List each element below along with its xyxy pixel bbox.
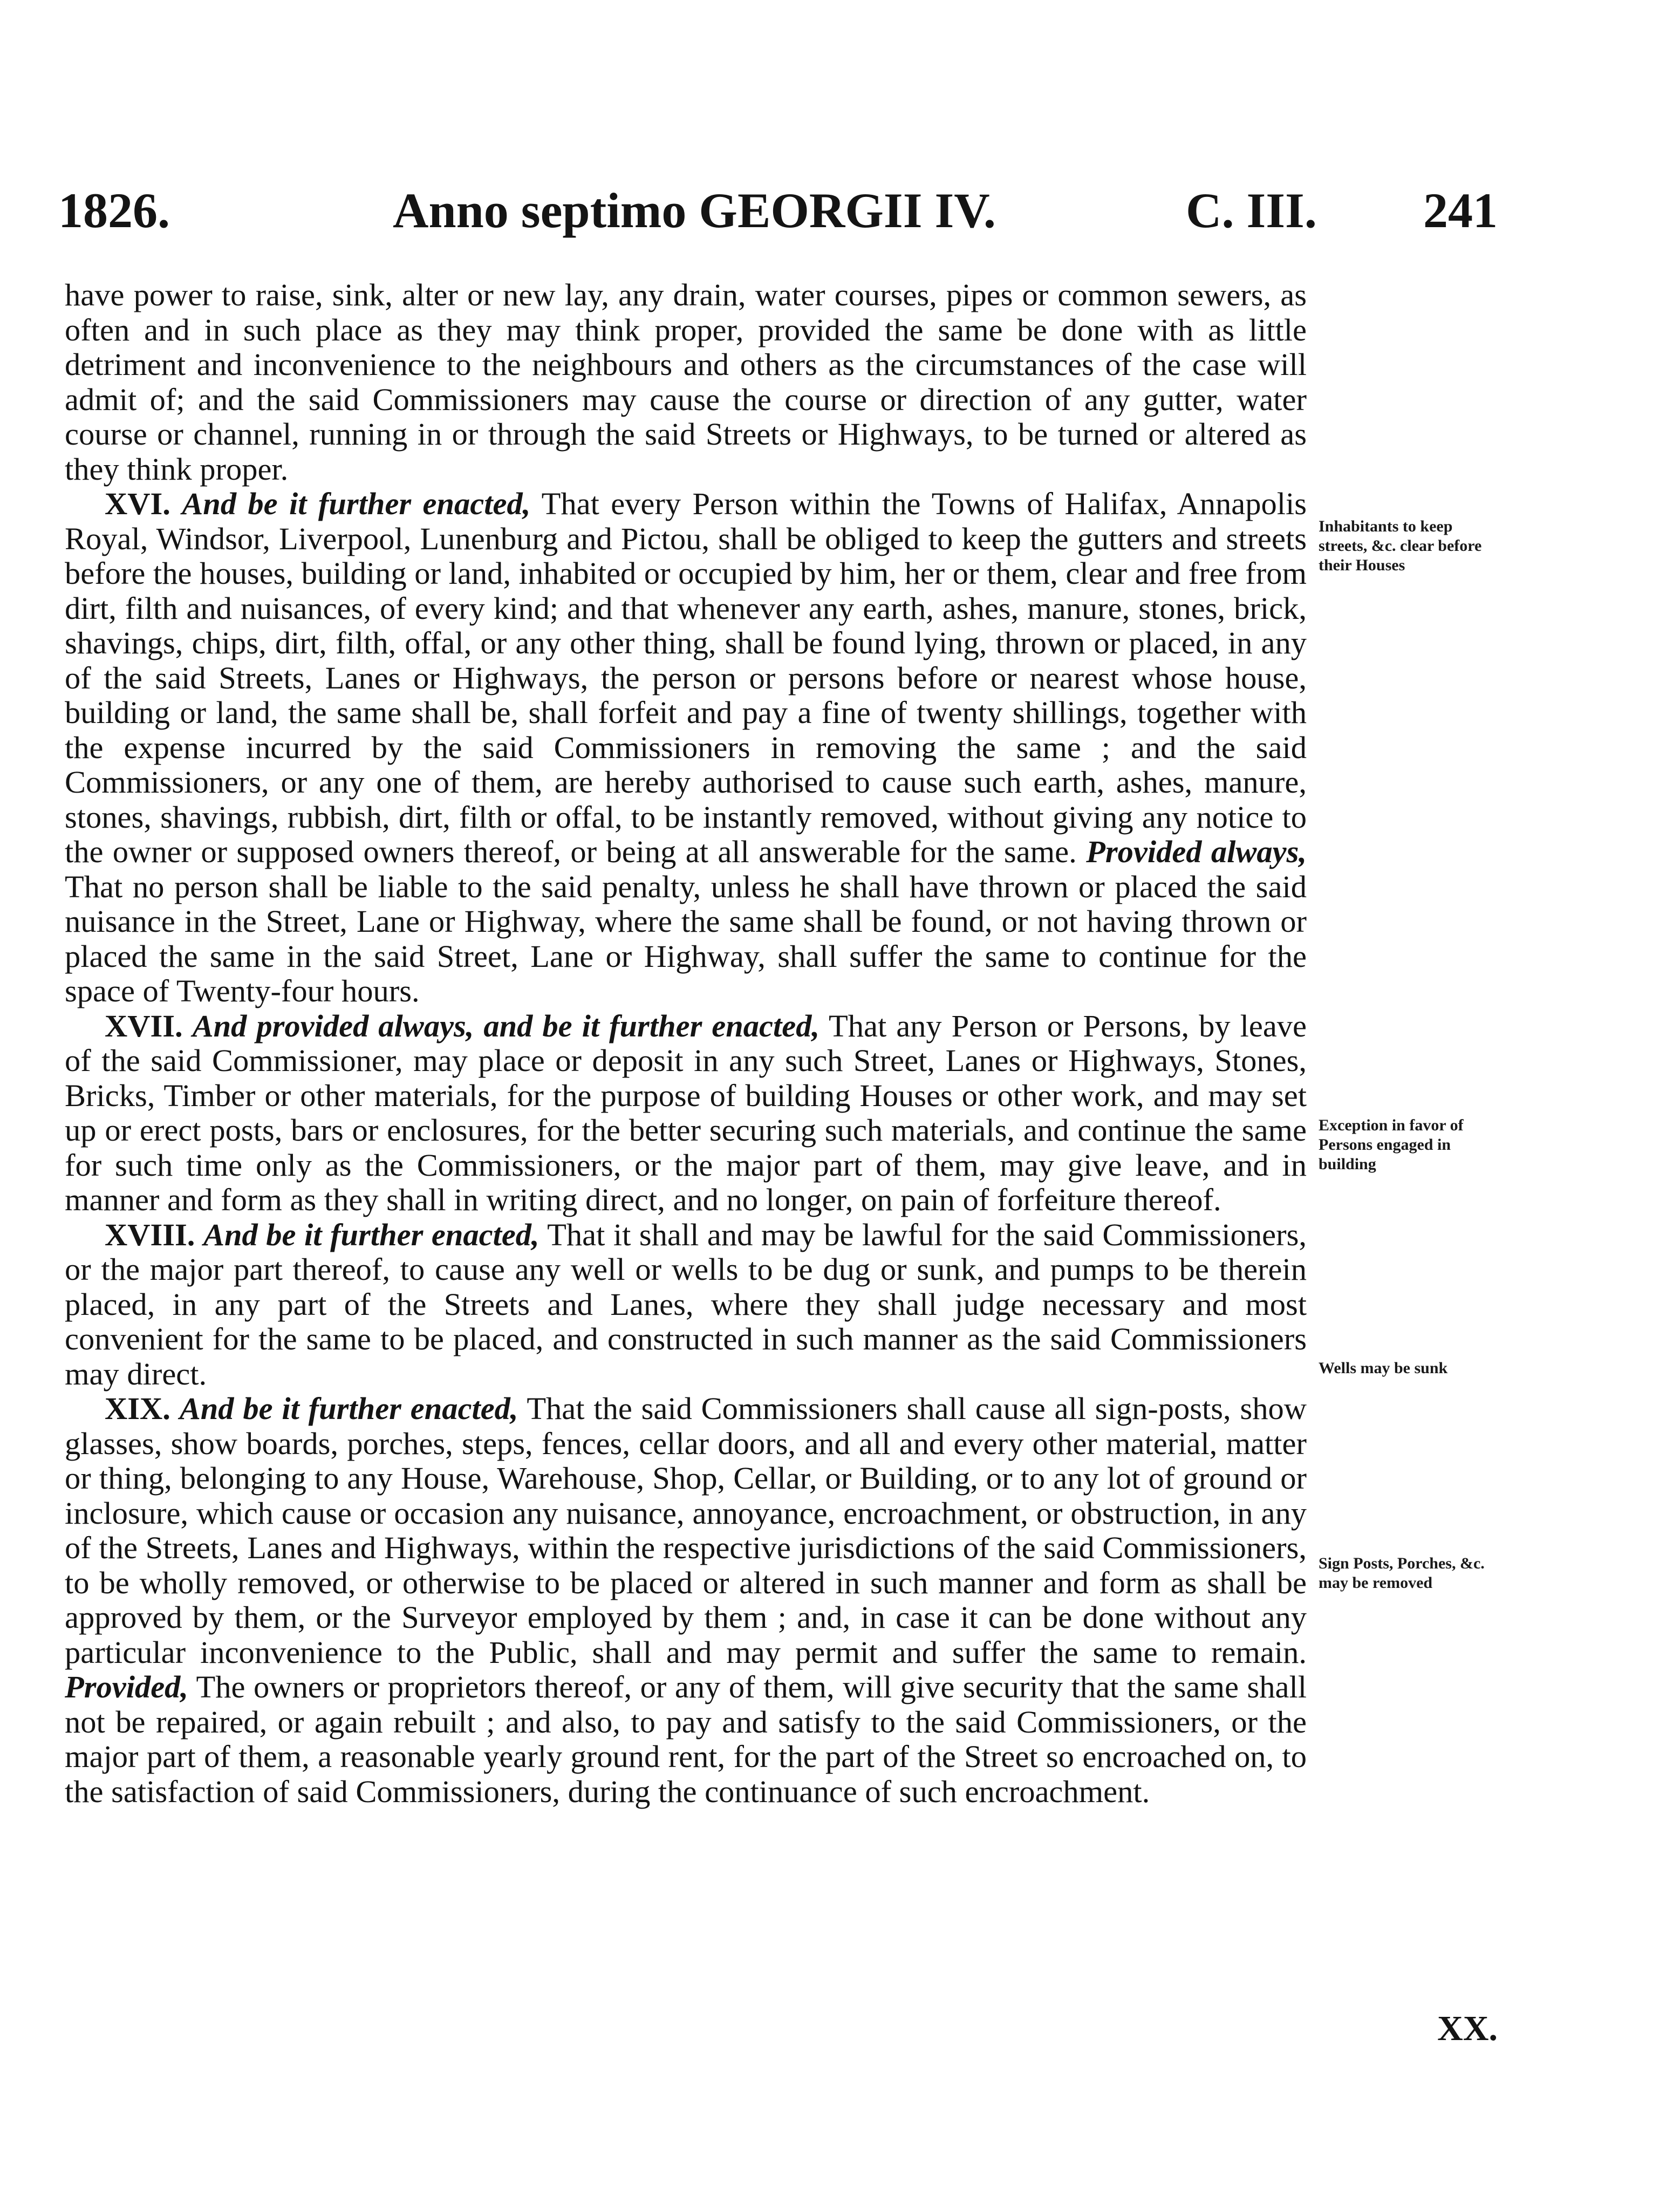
section-xviii: [65, 1218, 1307, 1392]
section-text: That it shall and may be lawful for the said Commissioners, or the major part thereof, to cause any well or wells to be dug or sunk, and pumps to be therein placed, in any part of the Streets and Lanes, where they shall judge necessary and most convenient for the same to be placed, and constructed in such manner as the said Commissioners may direct.: [65, 1217, 1307, 1392]
section-number: XVIII.: [105, 1217, 195, 1252]
proviso-clause: Provided,: [65, 1669, 189, 1704]
header-chapter: C. III.: [1186, 183, 1317, 238]
section-number: XVII.: [105, 1008, 183, 1043]
paragraph-text: have power to raise, sink, alter or new lay, any drain, water courses, pipes or common sewers, as often and in such place as they may think proper, provided the same be done with as little detriment and inconvenience to the neighbours and others as the circumstances of the case will admit of; and the said Commissioners may cause the course or direction of any gutter, water course or channel, running in or through the said Streets or Highways, to be turned or altered as they think proper.: [65, 277, 1307, 487]
enacting-clause: And be it further enacted,: [179, 1391, 518, 1426]
statute-body: [65, 278, 1307, 1809]
section-xix: [65, 1392, 1307, 1809]
header-title: Anno septimo GEORGII IV.: [393, 183, 996, 238]
section-text: That any Person or Persons, by leave of the said Commissioner, may place or deposit in any such Street, Lanes or Highways, Stones, Bricks, Timber or other materials, for the purpose of building Houses or other work, and may set up or erect posts, bars or enclosures, for the better securing such materials, and continue the same for such time only as the Commissioners, or the major part of them, may give leave, and in manner and form as they shall in writing direct, and no longer, on pain of forfeiture thereof.: [65, 1008, 1307, 1217]
running-head: [58, 181, 1498, 240]
proviso-text: The owners or proprietors thereof, or any of them, will give security that the same shall not be repaired, or again rebuilt ; and also, to pay and satisfy to the said Commissioners, or the major part of them, a reasonable yearly ground rent, for the part of the Street so encroached on, to the satisfaction of said Commissioners, during the continuance of such encroachment.: [65, 1669, 1307, 1809]
catchword: XX.: [1437, 2009, 1498, 2048]
enacting-clause: And be it further enacted,: [182, 486, 531, 521]
marginal-note-wells: Wells may be sunk: [1319, 1359, 1448, 1377]
marginal-note-exception: Exception in favor of Persons engaged in building: [1319, 1116, 1464, 1173]
section-text: That the said Commissioners shall cause all sign-posts, show glasses, show boards, porches, steps, fences, cellar doors, and all and every other material, matter or thing, belonging to any House, Warehouse, Shop, Cellar, or Building, or to any lot of ground or inclosure, which cause or occasion any nuisance, annoyance, encroachment, or obstruction, in any of the Streets, Lanes and Highways, within the respective jurisdictions of the said Commissioners, to be wholly removed, or otherwise to be placed or altered in such manner and form as shall be approved by them, or the Surveyor employed by them ; and, in case it can be done without any particular inconvenience to the Public, shall and may permit and suffer the same to remain.: [65, 1391, 1307, 1670]
paragraph-continuation: [65, 278, 1307, 487]
proviso-clause: Provided always,: [1086, 834, 1307, 869]
section-text: That every Person within the Towns of Halifax, Annapolis Royal, Windsor, Liverpool, Lunenburg and Pictou, shall be obliged to keep the gutters and streets before the houses, building or land, inhabited or occupied by him, her or them, clear and free from dirt, filth and nuisances, of every kind; and that whenever any earth, ashes, manure, stones, brick, shavings, chips, dirt, filth, offal, or any other thing, shall be found lying, thrown or placed, in any of the said Streets, Lanes or Highways, the person or persons before or nearest whose house, building or land, the same shall be, shall forfeit and pay a fine of twenty shillings, together with the expense incurred by the said Commissioners in removing the same ; and the said Commissioners, or any one of them, are hereby authorised to cause such earth, ashes, manure, stones, shavings, rubbish, dirt, filth or offal, to be instantly removed, without giving any notice to the owner or supposed owners thereof, or being at all answerable for the same.: [65, 486, 1307, 869]
section-number: XVI.: [105, 486, 170, 521]
marginal-note-sign-posts: Sign Posts, Porches, &c. may be removed: [1319, 1554, 1485, 1592]
page-number: 241: [1423, 183, 1498, 238]
marginal-note-inhabitants: Inhabitants to keep streets, &c. clear before their Houses: [1319, 517, 1482, 574]
header-year: 1826.: [58, 183, 170, 238]
enacting-clause: And provided always, and be it further enacted,: [192, 1008, 820, 1043]
section-xvi: [65, 487, 1307, 1009]
enacting-clause: And be it further enacted,: [203, 1217, 539, 1252]
section-number: XIX.: [105, 1391, 170, 1426]
proviso-text: That no person shall be liable to the said penalty, unless he shall have thrown or placed the said nuisance in the Street, Lane or Highway, where the same shall be found, or not having thrown or placed the same in the said Street, Lane or Highway, shall suffer the same to continue for the space of Twenty-four hours.: [65, 869, 1307, 1008]
section-xvii: [65, 1009, 1307, 1218]
